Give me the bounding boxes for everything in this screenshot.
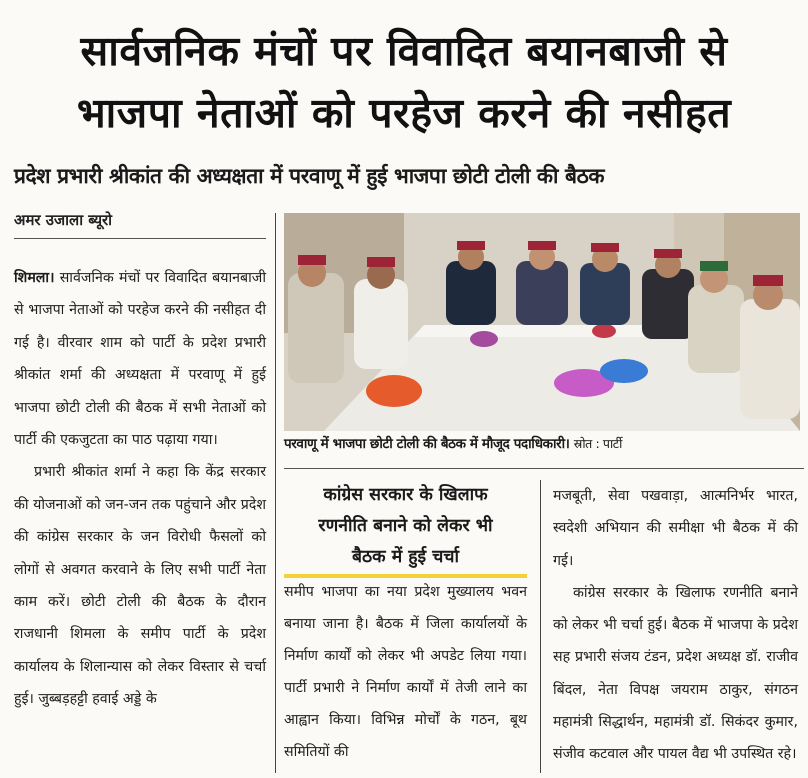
caption-rule [284, 468, 804, 469]
column-divider-1 [275, 213, 276, 773]
inset-heading [284, 480, 527, 573]
article-column-3 [553, 480, 798, 771]
dateline-place: शिमला। [14, 270, 55, 286]
caption-text: परवाणू में भाजपा छोटी टोली की बैठक में मौजूद पदाधिकारी। [284, 436, 570, 452]
meeting-photo-illustration [284, 213, 800, 431]
inset-heading-line-3: बैठक में हुई चर्चा [352, 547, 459, 567]
inset-heading-line-1: कांग्रेस सरकार के खिलाफ [323, 485, 488, 505]
article-column-2 [284, 576, 527, 768]
article-column-1 [14, 262, 266, 716]
headline-line-2: भाजपा नेताओं को परहेज करने की नसीहत [76, 89, 732, 137]
column3-paragraph-1: मजबूती, सेवा पखवाड़ा, आत्मनिर्भर भारत, स्वदेशी अभियान की समीक्षा भी बैठक में की गई। [553, 488, 798, 569]
caption-source: स्रोत : पार्टी [573, 436, 622, 451]
person-1 [288, 255, 344, 383]
column2-paragraph-1: समीप भाजपा का नया प्रदेश मुख्यालय भवन बनाया जाना है। बैठक में जिला कार्यालयों के निर्माण कार्यों को लेकर भी अपडेट लिया गया। पार्टी प्रभारी ने निर्माण कार्यों में तेजी लाने का आह्वान किया। विभिन्न मोर्चों के गठन, बूथ समितियों की [284, 584, 527, 760]
photo-caption [284, 434, 804, 452]
column-divider-2 [540, 480, 541, 773]
column3-paragraph-2: कांग्रेस सरकार के खिलाफ रणनीति बनाने को लेकर भी चर्चा हुई। बैठक में भाजपा के प्रदेश सह प्रभारी संजय टंडन, प्रदेश अध्यक्ष डॉ. राजीव बिंदल, नेता विपक्ष जयराम ठाकुर, संगठन महामंत्री सिद्धार्थन, महामंत्री डॉ. सिकंदर कुमार, संजीव कटवाल और पायल वैद्य भी उपस्थित रहे। [553, 584, 798, 763]
byline-rule [14, 238, 266, 239]
subheadline: प्रदेश प्रभारी श्रीकांत की अध्यक्षता में परवाणू में हुई भाजपा छोटी टोली की बैठक [14, 164, 605, 188]
headline-line-1: सार्वजनिक मंचों पर विवादित बयानबाजी से [80, 27, 728, 75]
column1-paragraph-2: प्रभारी श्रीकांत शर्मा ने कहा कि केंद्र सरकार की योजनाओं को जन-जन तक पहुंचाने और प्रदेश की कांग्रेस सरकार के जन विरोधी फैसलों को लोगों से अवगत करवाने के लिए सभी पार्टी नेता काम करें। छोटी टोली की बैठक के दौरान राजधानी शिमला के समीप पार्टी के प्रदेश कार्यालय के शिलान्यास को लेकर विस्तार से चर्चा हुई। जुब्बड़हट्टी हवाई अड्डे के [14, 464, 266, 708]
inset-heading-line-2: रणनीति बनाने को लेकर भी [318, 516, 493, 536]
meeting-photo [284, 213, 800, 431]
byline: अमर उजाला ब्यूरो [14, 211, 113, 229]
column1-paragraph-1: सार्वजनिक मंचों पर विवादित बयानबाजी से भाजपा नेताओं को परहेज करने की नसीहत दी गई है। वीरवार शाम को पार्टी के प्रदेश प्रभारी श्रीकांत शर्मा की अध्यक्षता में परवाणू में हुई भाजपा छोटी टोली की बैठक में सभी नेताओं को पार्टी की एकजुटता का पाठ पढ़ाया गया। [14, 270, 266, 449]
